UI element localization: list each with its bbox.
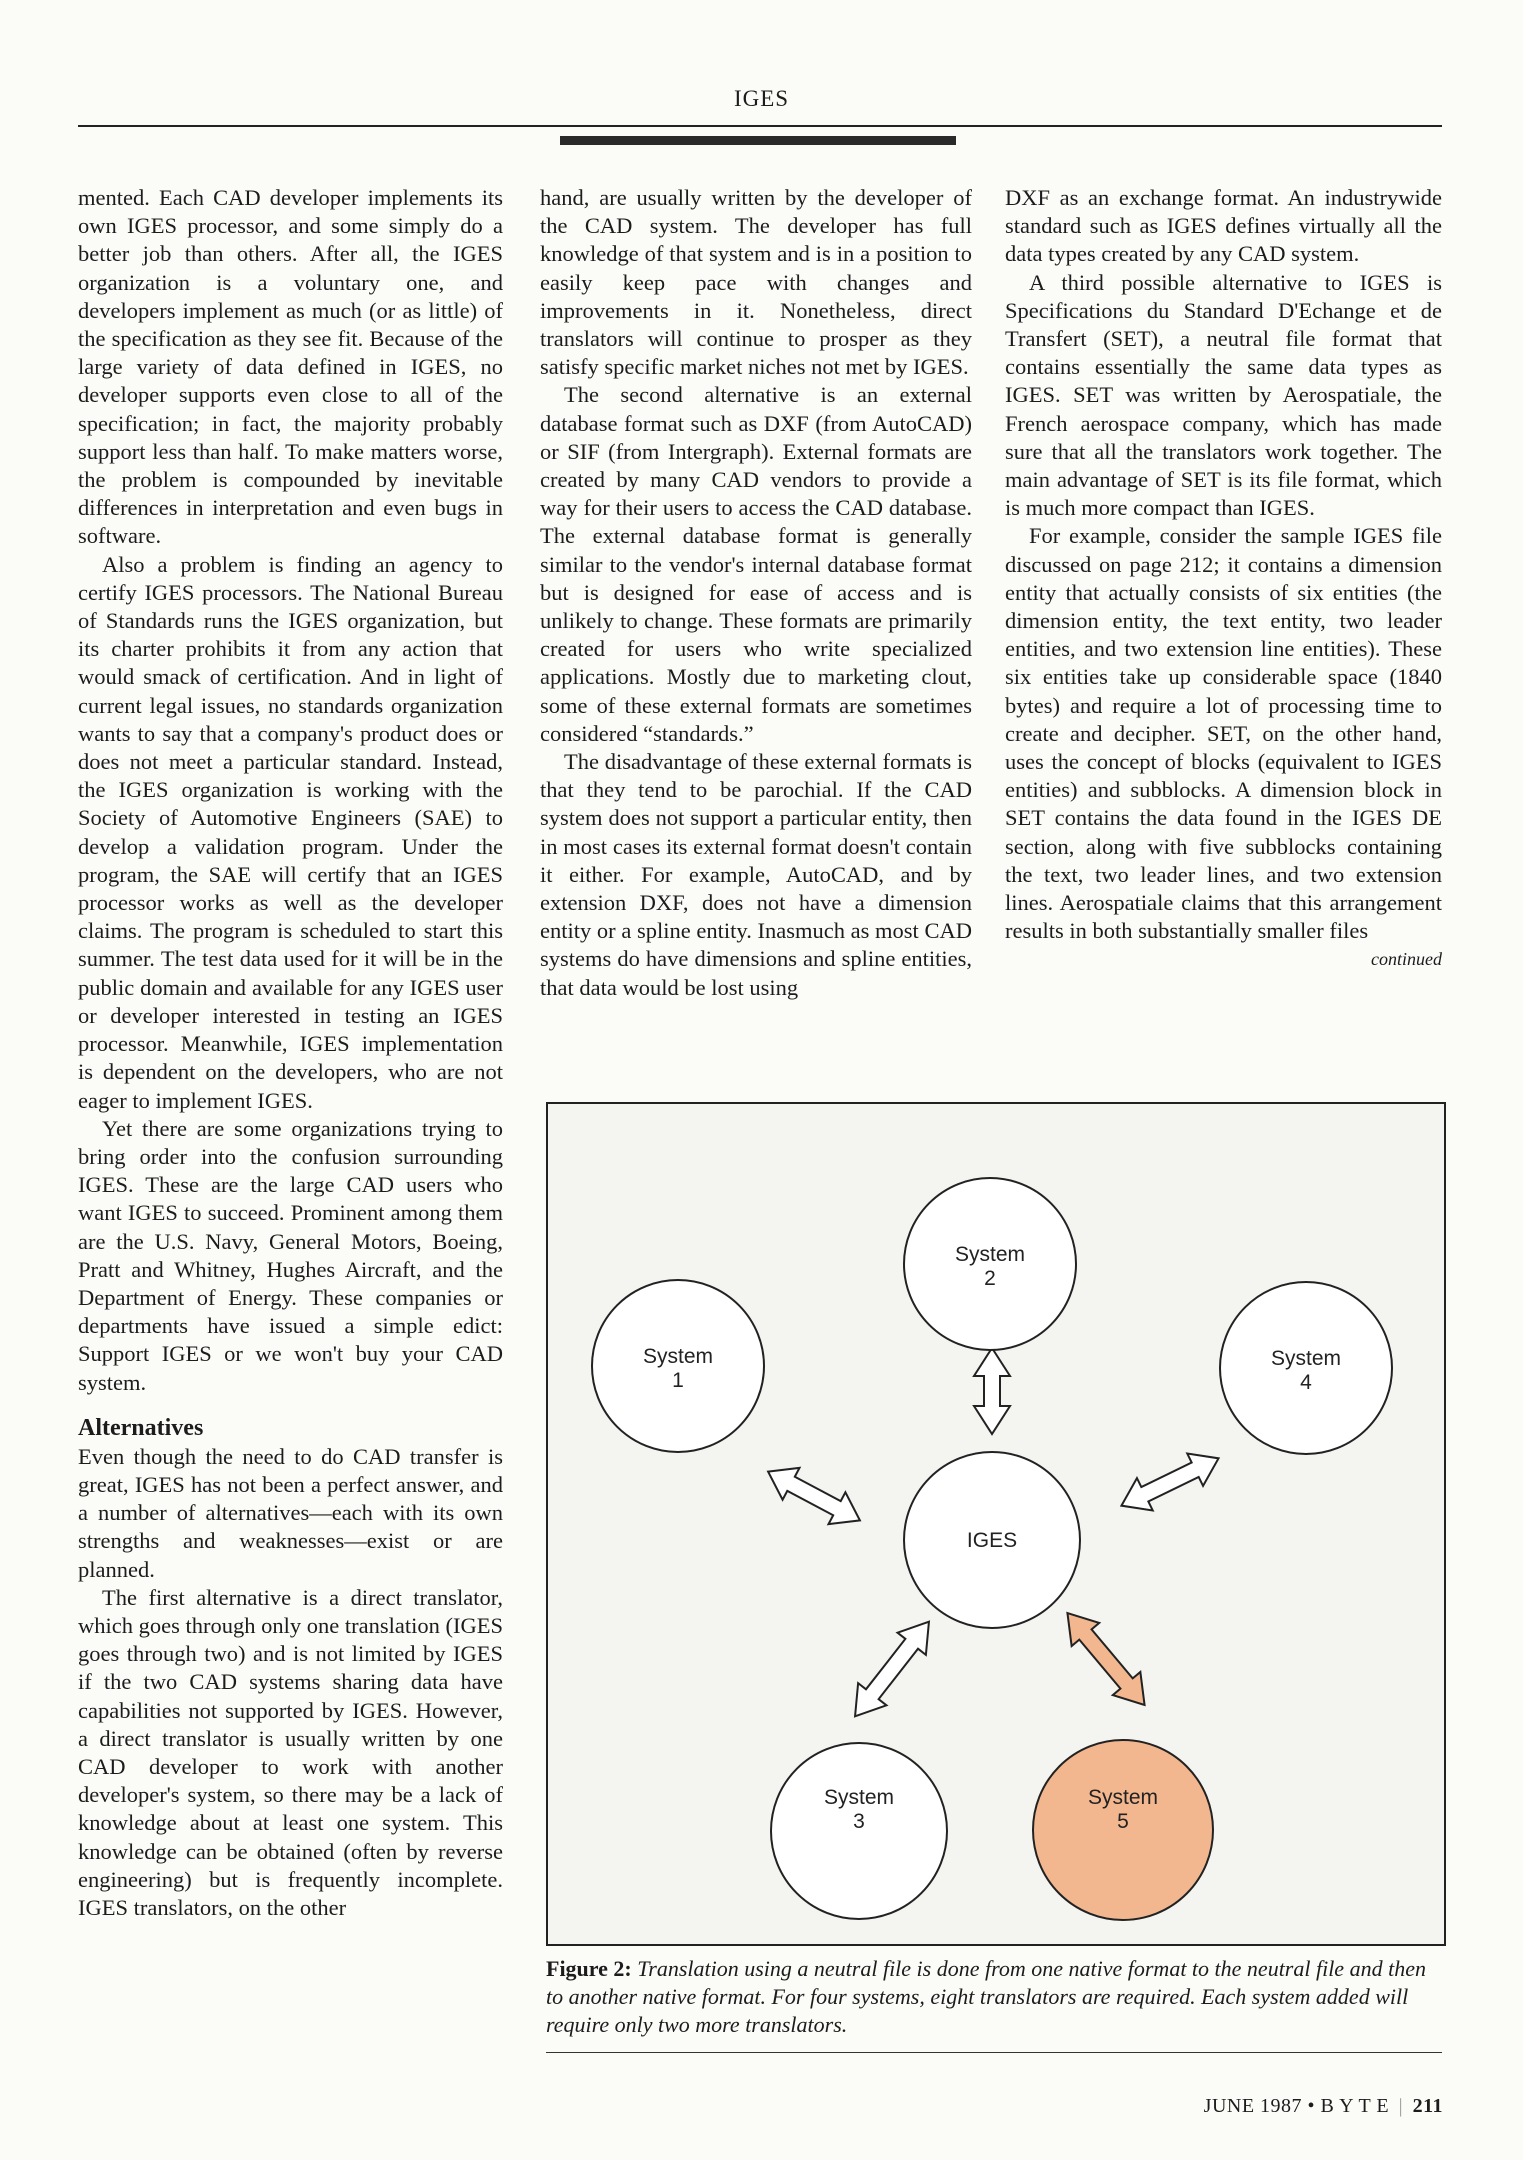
header-bar [560, 136, 956, 145]
caption-label: Figure 2: [546, 1956, 632, 1981]
label-system-3-number: 3 [853, 1810, 865, 1833]
figure-svg [548, 1104, 1444, 1944]
label-system-4: System [1270, 1347, 1342, 1370]
paragraph: Even though the need to do CAD transfer is great, IGES has not been a perfect answer, and a number of alternatives—each with its own strengths and weaknesses—exist or are planned. [78, 1443, 503, 1582]
label-system-2: System [954, 1243, 1026, 1266]
section-heading: Alternatives [78, 1414, 204, 1441]
label-system-5: System [1087, 1786, 1159, 1809]
paragraph: hand, are usually written by the developer of the CAD system. The developer has full knowledge of that system and is in a position to easily keep pace with changes and improvements in it. Nonetheless, direct translators will continue to prosper as they satisfy specific market niches not met by IGES. [540, 185, 972, 380]
label-system-3: System [823, 1786, 895, 1809]
label-system-1-number: 1 [672, 1369, 684, 1392]
paragraph: Also a problem is finding an agency to certify IGES processors. The National Bureau of Standards runs the IGES organization, but its charter prohibits it from any action that would smack of certification. And in light of current legal issues, no standards organization wants to say that a company's product does or does not meet a particular standard. Instead, the IGES organization is working with the Society of Automotive Engineers (SAE) to develop a validation program. Under the program, the SAE will certify that an IGES processor works as well as the developer claims. The program is scheduled to start this summer. The test data used for it will be in the public domain and available for any IGES user or developer interested in testing an IGES processor. Meanwhile, IGES implementation is dependent on the developers, who are not eager to implement IGES. [78, 551, 503, 1113]
arrow-iges-system-4 [1114, 1442, 1227, 1522]
figure-2-diagram [546, 1102, 1446, 1946]
column-3 [1005, 184, 1442, 974]
label-system-2-number: 2 [984, 1267, 996, 1290]
footer-issue: JUNE 1987 • B Y T E [1203, 2095, 1390, 2117]
paragraph: The second alternative is an external database format such as DXF (from AutoCAD) or SIF (from Intergraph). External formats are created by many CAD vendors to provide a way for their users to access the CAD database. The external database format is generally similar to the vendor's internal database format but is designed for ease of access and is unlikely to change. These formats are primarily created for users who write specialized applications. Mostly due to marketing clout, some of these external formats are sometimes considered “standards.” [540, 382, 972, 746]
label-system-4-number: 4 [1300, 1371, 1312, 1394]
page-footer [1204, 2095, 1443, 2118]
continued-note: continued [1371, 949, 1442, 970]
column-1 [78, 184, 503, 1922]
figure-caption [546, 1955, 1446, 2039]
arrow-iges-system-5 [1054, 1601, 1159, 1716]
label-iges: IGES [966, 1529, 1018, 1552]
paragraph: A third possible alternative to IGES is Specifications du Standard D'Echange et de Transfert (SET), a neutral file format that contains essentially the same data types as IGES. SET was written by Aerospatiale, the French aerospace company, which has made sure that all the translators work together. The main advantage of SET is its file format, which is much more compact than IGES. [1005, 269, 1442, 521]
running-header: IGES [733, 86, 790, 111]
arrow-iges-system-1 [760, 1456, 869, 1537]
arrow-iges-system-2 [974, 1348, 1010, 1434]
caption-rule [546, 2052, 1442, 2053]
label-system-5-number: 5 [1117, 1810, 1129, 1833]
paragraph: The first alternative is a direct translator, which goes through only one translation (IGES goes through two) and is not limited by IGES if the two CAD systems sharing data have capabilities not supported by IGES. However, a direct translator is usually written by one CAD developer to work with another developer's system, so there may be a lack of knowledge about at least one system. This knowledge can be obtained (often by reverse engineering) but is frequently incomplete. IGES translators, on the other [78, 1584, 503, 1920]
label-system-1: System [642, 1345, 714, 1368]
paragraph: For example, consider the sample IGES file discussed on page 212; it contains a dimension entity that actually consists of six entities (the dimension entity, the text entity, two leader entities, and two extension line entities). These six entities take up considerable space (1840 bytes) and require a lot of processing time to create and decipher. SET, on the other hand, uses the concept of blocks (equivalent to IGES entities) and subblocks. A dimension block in SET contains the data found in the IGES DE section, along with five subblocks containing the text, two leader lines, and two extension lines. Aerospatiale claims that this arrangement results in both substantially smaller files [1005, 523, 1442, 944]
header-rule [78, 125, 1442, 127]
paragraph: Yet there are some organizations trying to bring order into the confusion surrounding IGES. These are the large CAD users who want IGES to succeed. Prominent among them are the U.S. Navy, General Motors, Boeing, Pratt and Whitney, Hughes Aircraft, and the Department of Energy. These companies or departments have issued a simple edict: Support IGES or we won't buy your CAD system. [78, 1115, 503, 1395]
paragraph: DXF as an exchange format. An industrywide standard such as IGES defines virtually all the data types created by any CAD system. [1005, 185, 1442, 267]
paragraph: The disadvantage of these external formats is that they tend to be parochial. If the CAD system does not support a particular entity, then in most cases its external format doesn't contain it either. For example, AutoCAD, and by extension DXF, does not have a dimension entity or a spline entity. Inasmuch as most CAD systems do have dimensions and spline entities, that data would be lost using [540, 749, 972, 1000]
paragraph: mented. Each CAD developer implements its own IGES processor, and some simply do a better job than others. After all, the IGES organization is a voluntary one, and developers implement as much (or as little) of the specification as they see fit. Because of the large variety of data defined in IGES, no developer supports even close to all of the specification; in fact, the majority probably support less than half. To make matters worse, the problem is compounded by inevitable differences in interpretation and even bugs in software. [78, 185, 503, 549]
column-2 [540, 184, 972, 1002]
footer-separator: | [1398, 2095, 1404, 2117]
arrow-iges-system-3 [841, 1611, 943, 1728]
caption-text: Translation using a neutral file is done from one native format to the neutral file and then to another native format. For four systems, eight translators are required. Each system added will require only two more translators. [546, 1956, 1426, 2037]
page-number: 211 [1412, 2095, 1443, 2117]
